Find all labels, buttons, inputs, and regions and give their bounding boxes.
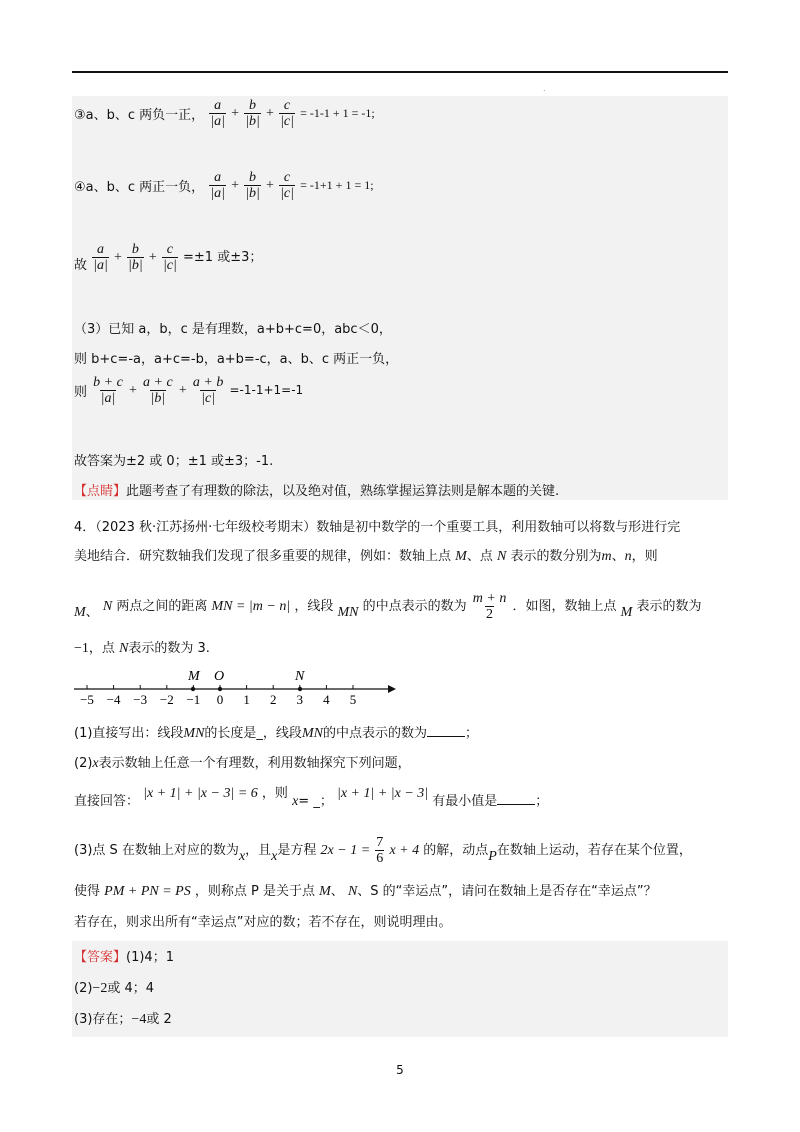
page-number: 5 bbox=[396, 1063, 404, 1077]
point-O-dot bbox=[218, 687, 222, 691]
case-3-line: ③a、b、c 两负一正， $\frac{a}{|a|}$ + $\frac{b}{|b|}$ + $\frac{c}{|c|}$ = -1-1 + 1 = -1; bbox=[74, 98, 375, 129]
part-3-result: =-1-1+1=-1 bbox=[229, 383, 304, 397]
dianjing-line bbox=[74, 480, 559, 499]
fraction-seven-sixths: $\frac{7}{6}$ bbox=[376, 835, 384, 866]
number-line-tick-label: 5 bbox=[349, 692, 357, 707]
number-line-arrow bbox=[388, 685, 396, 693]
answer-blank-2[interactable] bbox=[497, 794, 535, 805]
midpoint-fraction: $\frac{m + n}{2}$ bbox=[472, 591, 507, 622]
point-N-dot bbox=[298, 687, 302, 691]
part-3-line-2: 则 b+c=-a，a+c=-b，a+b=-c，a、b、c 两正一负， bbox=[74, 352, 399, 367]
sub-question-2: 直接回答： |x + 1| + |x − 3| = 6 ，则 x= _； |x + 1| + |x − 3| 有最小值是 ； bbox=[74, 786, 549, 809]
answer-line-3: (3)存在；−4或 2 bbox=[74, 1012, 172, 1027]
number-line-tick-label: −4 bbox=[106, 692, 121, 707]
number-line-tick-label: 1 bbox=[243, 692, 250, 707]
fraction-b-over-abs-b: $\frac{b}{|b|}$ bbox=[245, 98, 260, 129]
point-N-label: N bbox=[295, 669, 305, 684]
answer-line-2: (2)−2或 4；4 bbox=[74, 981, 155, 996]
case-4-text: ④a、b、c 两正一负， bbox=[74, 180, 205, 195]
fraction-a-over-abs-a: $\frac{a}{|a|}$ bbox=[210, 98, 225, 129]
dianjing-tag: 【点睛】 bbox=[74, 484, 127, 499]
point-M-dot bbox=[191, 687, 195, 691]
answer-tag: 【答案】 bbox=[74, 950, 127, 965]
final-answer-line: 故答案为±2 或 0；±1 或±3；-1. bbox=[74, 454, 274, 469]
answer-blank[interactable] bbox=[427, 726, 465, 737]
fraction-c-over-abs-c: $\frac{c}{|c|}$ bbox=[280, 98, 294, 129]
equation-abs-sum: |x + 1| + |x − 3| = 6 bbox=[143, 786, 258, 801]
conclusion-result: =±1 或±3； bbox=[183, 250, 263, 265]
case-3-result: = -1-1 + 1 = -1; bbox=[300, 106, 375, 120]
number-line-tick-label: 0 bbox=[216, 692, 224, 707]
point-M-label: M bbox=[188, 669, 200, 684]
case-4-result: = -1+1 + 1 = 1; bbox=[300, 178, 374, 192]
point-O-label: O bbox=[214, 669, 225, 684]
question-4-line-2: 美地结合．研究数轴我们发现了很多重要的规律，例如：数轴上点 M、点 N 表示的数分别为m、n，则 bbox=[74, 549, 658, 564]
solution-background bbox=[72, 96, 728, 500]
question-4-line-3: M、 N 两点之间的距离 MN = |m − n| ，线段 MN 的中点表示的数为 $\frac{m + n}{2}$ ．如图，数轴上点 M 表示的数为 bbox=[74, 591, 702, 622]
number-line-tick-label: 2 bbox=[269, 692, 277, 707]
dianjing-text: 此题考查了有理数的除法，以及绝对值，熟练掌握运算法则是解本题的关键. bbox=[126, 484, 560, 499]
sub-question-3-line-3: 若存在，则求出所有“幸运点”对应的数；若不存在，则说明理由。 bbox=[74, 915, 452, 930]
part-3-expression: 则 $\frac{b + c}{|a|}$ + $\frac{a + c}{|b|}$ + $\frac{a + b}{|c|}$ =-1-1+1=-1 bbox=[74, 375, 304, 406]
sub-question-3-line-1: (3)点 S 在数轴上对应的数为x，且x是方程 2x − 1 = $\frac{7}{6}$ x + 4 的解，动点P在数轴上运动，若存在某个位置， bbox=[74, 835, 692, 866]
answer-line-1: 【答案】(1)4；1 bbox=[74, 950, 174, 965]
question-4-line-4: −1，点 N表示的数为 3. bbox=[74, 641, 210, 656]
number-line-tick-label: −3 bbox=[133, 692, 148, 707]
sub-question-1: (1)直接写出：线段MN的长度是_，线段MN的中点表示的数为 ； bbox=[74, 726, 478, 741]
question-4-line-1: 4．（2023 秋·江苏扬州·七年级校考期末）数轴是初中数学的一个重要工具，利用数轴可以将数与形进行完 bbox=[74, 520, 681, 535]
number-line-tick-label: −2 bbox=[159, 692, 174, 707]
number-line-tick-label: 4 bbox=[323, 692, 330, 707]
header-rule bbox=[72, 71, 728, 73]
header-mark: . bbox=[543, 84, 546, 93]
number-line bbox=[70, 662, 400, 708]
case-4-line: ④a、b、c 两正一负， $\frac{a}{|a|}$ + $\frac{b}{|b|}$ + $\frac{c}{|c|}$ = -1+1 + 1 = 1; bbox=[74, 170, 374, 201]
sub-question-2-intro: (2)x表示数轴上任意一个有理数，利用数轴探究下列问题， bbox=[74, 756, 411, 771]
number-line-tick-label: −1 bbox=[186, 692, 201, 707]
number-line-tick-label: −5 bbox=[80, 692, 94, 707]
case-3-text: ③a、b、c 两负一正， bbox=[74, 108, 205, 123]
sub-question-3-line-2: 使得 PM + PN = PS ，则称点 P 是关于点 M、 N、S 的“幸运点”，请问在数轴上是否存在“幸运点”？ bbox=[74, 884, 657, 899]
distance-formula: MN = |m − n| bbox=[211, 599, 291, 614]
conclusion-line: 故 $\frac{a}{|a|}$ + $\frac{b}{|b|}$ + $\frac{c}{|c|}$ =±1 或±3； bbox=[74, 242, 263, 273]
part-3-line-1: （3）已知 a，b，c 是有理数，a+b+c=0，abc＜0， bbox=[74, 322, 392, 337]
number-line-tick-label: 3 bbox=[296, 692, 304, 707]
